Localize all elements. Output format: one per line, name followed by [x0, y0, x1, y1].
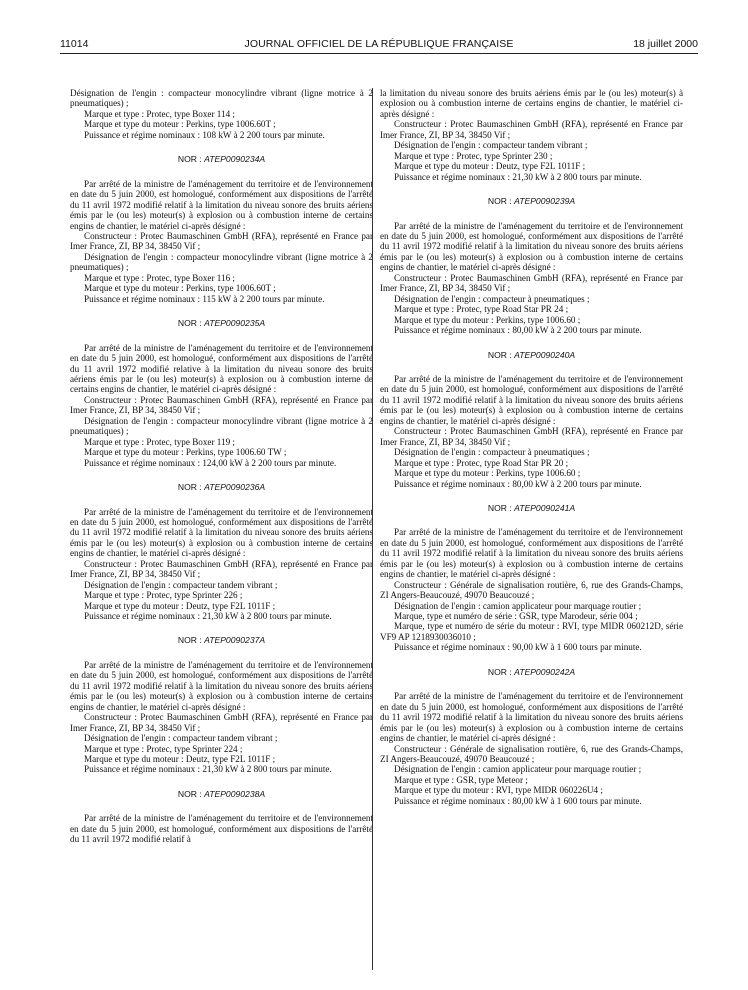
decree-paragraph: Par arrêté de la ministre de l'aménagement du territoire et de l'environnement en date du 5 juin 2000, est homologué, conformément aux dispositions de l'arrêté du 11 avril 1972 modifié relatif à la limitation du niveau sonore des bruits aériens émis par le (ou les) moteur(s) à explosion ou à combustion interne de certains engins de chantier, le matériel ci-après désigné : [380, 691, 683, 744]
nor-code: ATEP0090242A [514, 666, 576, 677]
nor-reference [70, 789, 373, 799]
spec-line: Constructeur : Protec Baumaschinen GmbH (RFA), représenté en France par Imer France, ZI, BP 34, 38450 Vif ; [70, 230, 373, 252]
spec-line: Marque et type du moteur : Perkins, type 1006.60 ; [394, 468, 581, 479]
spec-line: Puissance et régime nominaux : 80,00 kW à 2 200 tours par minute. [394, 478, 642, 489]
paragraph: la limitation du niveau sonore des bruits aériens émis par le (ou les) moteur(s) à explosion ou à combustion interne de certains engins de chantier, le matériel ci-après désigné : [380, 88, 683, 119]
decree-paragraph: Par arrêté de la ministre de l'aménagement du territoire et de l'environnement en date du 5 juin 2000, est homologué, conformément aux dispositions de l'arrêté du 11 avril 1972 modifié relatif à la limitation du niveau sonore des bruits aériens émis par le (ou les) moteur(s) à explosion ou à combustion interne de certains engins de chantier, le matériel ci-après désigné : [70, 178, 373, 231]
spec-line: Marque et type du moteur : Deutz, type F2L 1011F ; [84, 600, 276, 611]
nor-label: NOR : [487, 196, 512, 207]
right-column [380, 88, 683, 806]
spec-line: Constructeur : Protec Baumaschinen GmbH (RFA), représenté en France par Imer France, ZI, BP 34, 38450 Vif ; [380, 272, 683, 294]
spec-line: Puissance et régime nominaux : 115 kW à 2 200 tours par minute. [84, 293, 325, 304]
page-number: 11014 [60, 38, 89, 50]
spec-line: Puissance et régime nominaux : 90,00 kW à 1 600 tours par minute. [394, 642, 642, 653]
nor-reference [70, 154, 373, 164]
nor-reference [70, 635, 373, 645]
spec-line: Constructeur : Protec Baumaschinen GmbH (RFA), représenté en France par Imer France, ZI, BP 34, 38450 Vif ; [70, 394, 373, 416]
nor-label: NOR : [177, 154, 202, 165]
decree-paragraph: Par arrêté de la ministre de l'aménagement du territoire et de l'environnement en date du 5 juin 2000, est homologué, conformément aux dispositions de l'arrêté du 11 avril 1972 modifié relatif à la limitation du niveau sonore des bruits aériens émis par le (ou les) moteur(s) à explosion ou à combustion interne de certains engins de chantier, le matériel ci-après désigné : [70, 506, 373, 559]
nor-reference [380, 196, 683, 206]
nor-label: NOR : [487, 349, 512, 360]
nor-code: ATEP0090236A [204, 482, 266, 493]
nor-label: NOR : [177, 788, 202, 799]
spec-line: Puissance et régime nominaux : 124,00 kW à 2 200 tours par minute. [84, 457, 337, 468]
spec-line: Marque, type et numéro de série du moteur : RVI, type MIDR 060212D, série VF9 AP 1218930036010 ; [380, 621, 683, 642]
paragraph: Désignation de l'engin : compacteur monocylindre vibrant (ligne motrice à 2 pneumatiques) ; [70, 88, 373, 109]
spec-line: Marque et type du moteur : Perkins, type 1006.60 TW ; [84, 447, 287, 458]
paragraph: Marque et type du moteur : Deutz, type F2L 1011F ; [394, 161, 586, 172]
nor-label: NOR : [177, 318, 202, 329]
column-divider [372, 88, 373, 970]
paragraph: Désignation de l'engin : compacteur tandem vibrant ; [394, 140, 588, 151]
nor-code: ATEP0090239A [514, 196, 576, 207]
spec-line: Puissance et régime nominaux : 80,00 kW à 1 600 tours par minute. [394, 795, 642, 806]
decree-paragraph: Par arrêté de la ministre de l'aménagement du territoire et de l'environnement en date du 5 juin 2000, est homologué, conformément aux dispositions de l'arrêté du 11 avril 1972 modifié relatif à la limitation du niveau sonore des bruits aériens émis par le (ou les) moteur(s) à explosion ou à combustion interne de certains engins de chantier, le matériel ci-après désigné : [380, 220, 683, 273]
spec-line: Marque et type du moteur : Deutz, type F2L 1011F ; [84, 754, 276, 765]
spec-line: Puissance et régime nominaux : 80,00 kW à 2 200 tours par minute. [394, 325, 642, 336]
spec-line: Désignation de l'engin : camion applicateur pour marquage routier ; [394, 600, 642, 611]
spec-line: Marque et type : Protec, type Boxer 116 ; [84, 272, 235, 283]
decree-paragraph: Par arrêté de la ministre de l'aménagement du territoire et de l'environnement en date du 5 juin 2000, est homologué, conformément aux dispositions de l'arrêté du 11 avril 1972 modifié relatif à la limitation du niveau sonore des bruits aériens émis par le (ou les) moteur(s) à explosion ou à combustion interne de certains engins de chantier, le matériel ci-après désigné : [380, 373, 683, 426]
spec-line: Constructeur : Protec Baumaschinen GmbH (RFA), représenté en France par Imer France, ZI, BP 34, 38450 Vif ; [70, 558, 373, 580]
spec-line: Désignation de l'engin : compacteur monocylindre vibrant (ligne motrice à 2 pneumatiques) ; [70, 251, 373, 273]
paragraph: Marque et type : Protec, type Sprinter 230 ; [394, 150, 553, 161]
nor-label: NOR : [177, 635, 202, 646]
page-header [60, 38, 698, 52]
nor-code: ATEP0090241A [514, 502, 576, 513]
nor-code: ATEP0090234A [204, 154, 266, 165]
nor-label: NOR : [177, 482, 202, 493]
spec-line: Marque et type : Protec, type Road Star PR 24 ; [394, 304, 569, 315]
spec-line: Désignation de l'engin : compacteur à pneumatiques ; [394, 293, 590, 304]
paragraph: Puissance et régime nominaux : 108 kW à 2 200 tours par minute. [84, 129, 325, 140]
nor-reference [70, 318, 373, 328]
spec-line: Désignation de l'engin : camion applicateur pour marquage routier ; [394, 764, 642, 775]
nor-label: NOR : [487, 666, 512, 677]
publication-date: 18 juillet 2000 [633, 38, 698, 50]
spec-line: Marque et type du moteur : RVI, type MIDR 060226U4 ; [394, 785, 603, 796]
decree-paragraph: Par arrêté de la ministre de l'aménagement du territoire et de l'environnement en date du 5 juin 2000, est homologué, conformément aux dispositions de l'arrêté du 11 avril 1972 modifié relative à la limitation du niveau sonore des bruits aériens émis par le (ou les) moteur(s) à explosion ou à combustion interne de certains engins de chantier, le matériel ci-après désigné : [70, 342, 373, 395]
spec-line: Marque et type : Protec, type Road Star PR 20 ; [394, 457, 569, 468]
spec-line: Désignation de l'engin : compacteur monocylindre vibrant (ligne motrice à 2 pneumatiques) ; [70, 415, 373, 437]
spec-line: Marque et type du moteur : Perkins, type 1006.60 ; [394, 314, 581, 325]
spec-line: Puissance et régime nominaux : 21,30 kW à 2 800 tours par minute. [84, 764, 332, 775]
decree-paragraph: Par arrêté de la ministre de l'aménagement du territoire et de l'environnement en date du 5 juin 2000, est homologué, conformément aux dispositions de l'arrêté du 11 avril 1972 modifié relatif à la limitation du niveau sonore des bruits aériens émis par le (ou les) moteur(s) à explosion ou à combustion interne de certains engins de chantier, le matériel ci-après désigné : [380, 527, 683, 580]
spec-line: Marque et type : GSR, type Meteor ; [394, 774, 528, 785]
spec-line: Marque, type et numéro de série : GSR, type Marodeur, série 004 ; [394, 611, 638, 622]
spec-line: Marque et type : Protec, type Boxer 119 ; [84, 436, 235, 447]
decree-paragraph: Par arrêté de la ministre de l'aménagement du territoire et de l'environnement en date du 5 juin 2000, est homologué, conformément aux dispositions de l'arrêté du 11 avril 1972 modifié relatif à la limitation du niveau sonore des bruits aériens émis par le (ou les) moteur(s) à explosion ou à combustion interne de certains engins de chantier, le matériel ci-après désigné : [70, 659, 373, 712]
paragraph: Marque et type du moteur : Perkins, type 1006.60T ; [84, 119, 276, 130]
nor-reference [380, 350, 683, 360]
spec-line: Marque et type : Protec, type Sprinter 224 ; [84, 743, 243, 754]
nor-label: NOR : [487, 502, 512, 513]
spec-line: Constructeur : Générale de signalisation routière, 6, rue des Grands-Champs, ZI Angers-Beaucouzé, 49070 Beaucouzé ; [380, 743, 683, 765]
paragraph: Marque et type : Protec, type Boxer 114 ; [84, 108, 235, 119]
spec-line: Constructeur : Protec Baumaschinen GmbH (RFA), représenté en France par Imer France, ZI, BP 34, 38450 Vif ; [70, 712, 373, 733]
spec-line: Désignation de l'engin : compacteur tandem vibrant ; [84, 733, 278, 744]
nor-code: ATEP0090240A [514, 349, 576, 360]
spec-line: Constructeur : Protec Baumaschinen GmbH (RFA), représenté en France par Imer France, ZI, BP 34, 38450 Vif ; [380, 426, 683, 447]
nor-reference [380, 503, 683, 513]
journal-title: JOURNAL OFFICIEL DE LA RÉPUBLIQUE FRANÇAISE [244, 38, 514, 50]
nor-reference [70, 482, 373, 492]
nor-code: ATEP0090235A [204, 318, 266, 329]
nor-reference [380, 667, 683, 677]
paragraph: Puissance et régime nominaux : 21,30 kW à 2 800 tours par minute. [394, 171, 642, 182]
header-rule [60, 53, 698, 54]
decree-paragraph: Par arrêté de la ministre de l'aménagement du territoire et de l'environnement en date du 5 juin 2000, est homologué, conformément aux dispositions de l'arrêté du 11 avril 1972 modifié relatif à [70, 813, 373, 845]
spec-line: Désignation de l'engin : compacteur à pneumatiques ; [394, 447, 590, 458]
left-column [70, 88, 373, 845]
nor-code: ATEP0090238A [204, 788, 266, 799]
spec-line: Marque et type : Protec, type Sprinter 226 ; [84, 590, 243, 601]
nor-code: ATEP0090237A [204, 635, 266, 646]
spec-line: Désignation de l'engin : compacteur tandem vibrant ; [84, 579, 278, 590]
spec-line: Puissance et régime nominaux : 21,30 kW à 2 800 tours par minute. [84, 611, 332, 622]
paragraph: Constructeur : Protec Baumaschinen GmbH (RFA), représenté en France par Imer France, ZI, BP 34, 38450 Vif ; [380, 119, 683, 140]
spec-line: Marque et type du moteur : Perkins, type 1006.60T ; [84, 283, 276, 294]
spec-line: Constructeur : Générale de signalisation routière, 6, rue des Grands-Champs, ZI Angers-Beaucouzé, 49070 Beaucouzé ; [380, 579, 683, 601]
